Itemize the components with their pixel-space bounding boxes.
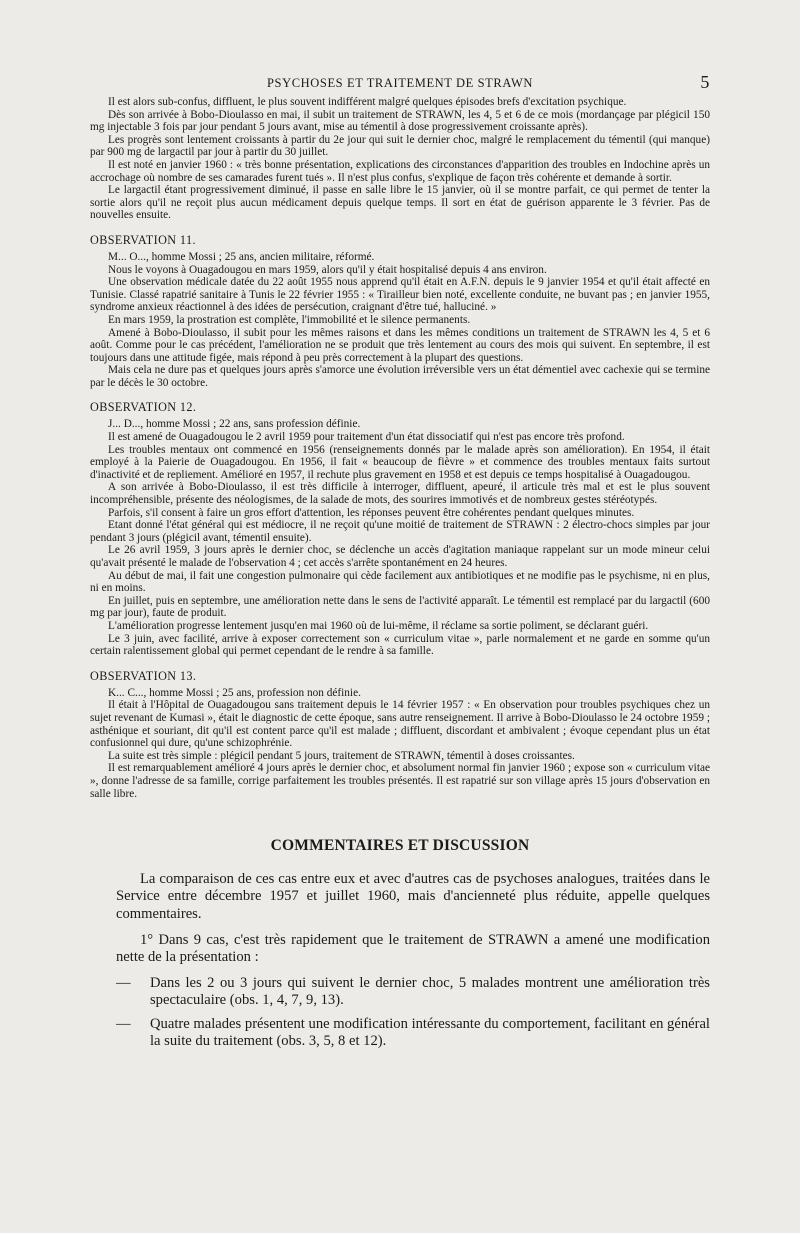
paragraph: Le largactil étant progressivement diminué, il passe en salle libre le 15 janvier, où il se montre parfait, ce qui permet de tenter la sortie alors qu'il ne reçoit plus aucun médicament depuis quelque temps. Il sort en état de guérison apparente le 3 février. Pas de nouvelles ensuite. xyxy=(90,184,710,222)
observation-13-body xyxy=(90,687,710,800)
observation-heading: OBSERVATION 11. xyxy=(90,232,196,247)
intro-block xyxy=(90,96,710,222)
paragraph: A son arrivée à Bobo-Dioulasso, il est très difficile à interroger, diffluent, apeuré, il articule très mal et est le plus souvent incompréhensible, présente des néologismes, de la salade de mots, des sourires immotivés et de nombreux gestes stéréotypés. xyxy=(90,481,710,507)
list-item xyxy=(116,975,710,1009)
paragraph: Etant donné l'état général qui est médiocre, il ne reçoit qu'une moitié de traitement de STRAWN : 2 électro-chocs simples par jour pendant 3 jours (plégicil avant, témentil ensuite). xyxy=(90,519,710,544)
paragraph: K... C..., homme Mossi ; 25 ans, profession non définie. xyxy=(108,686,361,699)
paragraph: Une observation médicale datée du 22 août 1955 nous apprend qu'il était en A.F.N. depuis le 9 janvier 1954 et qu'il était affecté en Tunisie. Classé rapatrié sanitaire à Tunis le 22 février 1955 : « Tirailleur bien noté, excellente conduite, ne buvant pas ; en janvier 1955, syndrome anxieux réactionnel à des idées de persécution, craignant d'être tué, halluciné. » xyxy=(90,276,710,314)
paragraph: Il est noté en janvier 1960 : « très bonne présentation, explications des circonstances d'apparition des troubles en Indochine après un accrochage où nombre de ses camarades furent tués ». Il n'est plus confus, s'explique de façon très cohérente et demande à sortir. xyxy=(90,158,710,184)
paragraph: En mars 1959, la prostration est complète, l'immobilité et le silence permanents. xyxy=(108,313,471,326)
paragraph: Dès son arrivée à Bobo-Dioulasso en mai, il subit un traitement de STRAWN, les 4, 5 et 6 de ce mois (mordançage par plégicil 150 mg injectable 3 fois par jour pendant 5 jours avant, mise au témentil à dose progressivement croissante après). xyxy=(90,108,710,134)
paragraph: Amené à Bobo-Dioulasso, il subit pour les mêmes raisons et dans les mêmes conditions un traitement de STRAWN les 4, 5 et 6 août. Comme pour le cas précédent, l'amélioration ne se produit que très lentement au cours des mois qui suivent. En septembre, il est toujours dans une attitude figée, mais répond à peu près correctement à la plupart des questions. xyxy=(90,326,710,364)
paragraph: Il était à l'Hôpital de Ouagadougou sans traitement depuis le 14 février 1957 : « En observation pour troubles psychiques chez un sujet revenant de Kumasi », était le diagnostic de cette époque, sans autre renseignement. Il arrive à Bobo-Dioulasso le 24 octobre 1959 ; asthénique et souriant, dit qu'il est content parce qu'il est malade ; diffluent, discordant et ambivalent ; évoque cependant plus un état confusionnel qui dure, qu'une schizophrénie. xyxy=(90,699,710,750)
paragraph: Les troubles mentaux ont commencé en 1956 (renseignements donnés par le malade après son amélioration). En 1954, il était employé à la Paierie de Ouagadougou. En 1956, il fait « beaucoup de fièvre » et commence des troubles mentaux faits surtout d'inactivité et de repliement. Amélioré en 1957, il rechute plus gravement en 1958 et est depuis ce temps hospitalisé à Ouagadougou. xyxy=(90,443,710,481)
paragraph: La suite est très simple : plégicil pendant 5 jours, traitement de STRAWN, témentil à doses croissantes. xyxy=(108,749,575,762)
paragraph: Le 3 juin, avec facilité, arrive à exposer correctement son « curriculum vitae », parle normalement et ne garde en somme qu'un certain ralentissement global qui permet cependant de le rendre à sa famille. xyxy=(90,632,710,658)
paragraph: 1° Dans 9 cas, c'est très rapidement que le traitement de STRAWN a amené une modification nette de la présentation : xyxy=(116,931,710,965)
paragraph: Au début de mai, il fait une congestion pulmonaire qui cède facilement aux antibiotiques et ne modifie pas le psychisme, ni en plus, ni en moins. xyxy=(90,569,710,595)
paragraph: En juillet, puis en septembre, une amélioration nette dans le sens de l'activité apparaît. Le témentil est remplacé par du largactil (600 mg par jour), faute de produit. xyxy=(90,594,710,620)
list-item-text: Quatre malades présentent une modification intéressante du comportement, facilitant en général la suite du traitement (obs. 3, 5, 8 et 12). xyxy=(150,1015,710,1049)
observation-11-body xyxy=(90,251,710,390)
dash-marker: — xyxy=(116,975,131,992)
paragraph: Il est alors sub-confus, diffluent, le plus souvent indifférent malgré quelques épisodes brefs d'excitation psychique. xyxy=(108,96,627,108)
paragraph: Mais cela ne dure pas et quelques jours après s'amorce une évolution irréversible vers un état démentiel avec cachexie qui se termine par le décès le 30 octobre. xyxy=(90,364,710,389)
discussion-list xyxy=(116,975,710,1050)
paragraph: L'amélioration progresse lentement jusqu'en mai 1960 où de lui-même, il réclame sa sortie poliment, se déclarant guéri. xyxy=(108,619,649,632)
observation-heading: OBSERVATION 12. xyxy=(90,400,197,415)
paragraph: J... D..., homme Mossi ; 22 ans, sans profession définie. xyxy=(108,418,361,431)
paragraph: Il est remarquablement amélioré 4 jours après le dernier choc, et absolument normal fin janvier 1960 ; expose son « curriculum vitae », donne l'adresse de sa famille, corrige parfaitement les troubles présentés. Il est rapatrié sur son village après 15 jours d'observation en salle libre. xyxy=(90,762,710,800)
paragraph: Nous le voyons à Ouagadougou en mars 1959, alors qu'il y était hospitalisé depuis 4 ans environ. xyxy=(108,263,547,276)
running-head xyxy=(90,72,710,96)
paragraph: Parfois, s'il consent à faire un gros effort d'attention, les réponses peuvent être cohérentes pendant quelques minutes. xyxy=(108,506,635,519)
paragraph: Les progrès sont lentement croissants à partir du 2e jour qui suit le dernier choc, malgré le remplacement du témentil (qui manque) par 900 mg de largactil par jour à partir du 30 juillet. xyxy=(90,133,710,159)
paragraph: La comparaison de ces cas entre eux et avec d'autres cas de psychoses analogues, traitées dans le Service entre décembre 1957 et juillet 1960, mais d'ancienneté plus réduite, appelle quelques commentaires. xyxy=(116,871,710,922)
observation-heading: OBSERVATION 13. xyxy=(90,668,197,683)
paragraph: M... O..., homme Mossi ; 25 ans, ancien militaire, réformé. xyxy=(108,250,375,263)
discussion-body xyxy=(90,871,710,1050)
list-item xyxy=(116,1016,710,1050)
dash-marker: — xyxy=(116,1015,131,1032)
section-title: COMMENTAIRES ET DISCUSSION xyxy=(270,837,530,855)
paragraph: Il est amené de Ouagadougou le 2 avril 1959 pour traitement d'un état dissociatif qui n'est pas encore très profond. xyxy=(108,431,625,444)
observation-12-body xyxy=(90,418,710,657)
list-item-text: Dans les 2 ou 3 jours qui suivent le dernier choc, 5 malades montrent une amélioration très spectaculaire (obs. 1, 4, 7, 9, 13). xyxy=(150,975,710,1009)
paragraph: Le 26 avril 1959, 3 jours après le dernier choc, se déclenche un accès d'agitation maniaque rappelant sur un mode mineur celui qu'avait présenté le malade de l'observation 4 ; cet accès s'arrête spontanément en 24 heures. xyxy=(90,544,710,569)
running-title: PSYCHOSES ET TRAITEMENT DE STRAWN xyxy=(266,76,534,90)
page-number: 5 xyxy=(700,72,710,92)
